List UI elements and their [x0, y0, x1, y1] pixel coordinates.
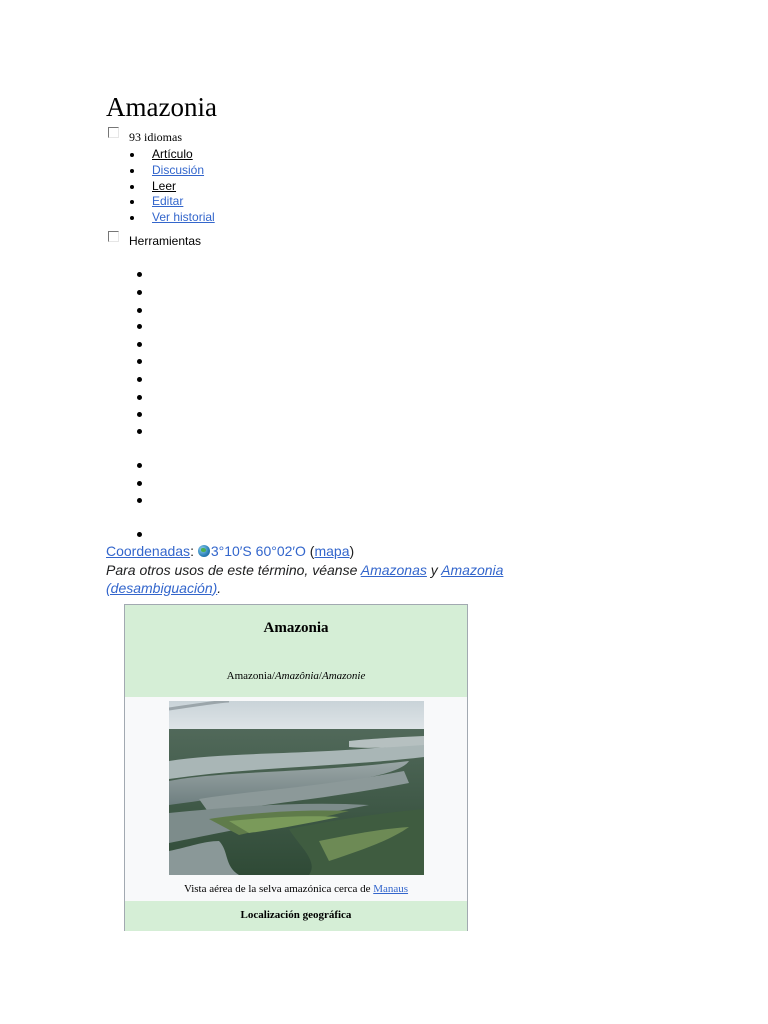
page-tabs — [130, 147, 215, 226]
hatnote-link-amazonas[interactable]: Amazonas — [360, 562, 427, 578]
empty-list-item — [137, 395, 142, 400]
hatnote-link-disambiguation[interactable]: Amazonia (desambiguación) — [106, 562, 504, 596]
empty-list-item — [137, 308, 142, 313]
coordinates-link[interactable]: Coordenadas — [106, 543, 191, 559]
hatnote: Para otros usos de este término, véanse Amazonas y Amazonia (desambiguación). — [106, 562, 504, 596]
empty-list-item — [137, 359, 142, 364]
infobox — [124, 604, 468, 931]
tab-editar[interactable]: Editar — [130, 194, 215, 210]
empty-list-item — [137, 463, 142, 468]
tab-articulo[interactable]: Artículo — [130, 147, 215, 163]
empty-list-item — [137, 272, 142, 277]
infobox-title: Amazonia — [263, 620, 329, 636]
manaus-link[interactable]: Manaus — [373, 883, 409, 895]
languages-checkbox[interactable] — [108, 127, 119, 138]
tab-leer[interactable]: Leer — [130, 179, 215, 195]
infobox-section-header: Localización geográfica — [125, 901, 467, 931]
map-link[interactable]: mapa — [314, 543, 350, 559]
tab-ver-historial[interactable]: Ver historial — [130, 210, 215, 226]
empty-list-item — [137, 412, 142, 417]
empty-list-item — [137, 532, 142, 537]
empty-list-item — [137, 429, 142, 434]
coordinates-line: Coordenadas: 3°10′S 60°02′O (mapa) — [106, 543, 355, 559]
empty-list-item — [137, 377, 142, 382]
coordinates-value[interactable]: 3°10′S 60°02′O — [210, 543, 306, 559]
infobox-subtitle: Amazonia/Amazônia/Amazonie — [226, 670, 366, 682]
languages-button[interactable]: 93 idiomas — [129, 130, 182, 144]
infobox-caption: Vista aérea de la selva amazónica cerca de Manaus — [183, 883, 409, 895]
globe-icon[interactable] — [198, 545, 210, 557]
empty-list-item — [137, 498, 142, 503]
empty-list-item — [137, 290, 142, 295]
empty-list-item — [137, 324, 142, 329]
page-title: Amazonia — [106, 92, 217, 122]
tools-checkbox[interactable] — [108, 231, 119, 242]
empty-list-item — [137, 481, 142, 486]
tab-discusion[interactable]: Discusión — [130, 163, 215, 179]
infobox-header — [125, 605, 467, 697]
empty-list-item — [137, 342, 142, 347]
infobox-image[interactable] — [169, 701, 424, 875]
tools-button[interactable]: Herramientas — [129, 234, 202, 248]
